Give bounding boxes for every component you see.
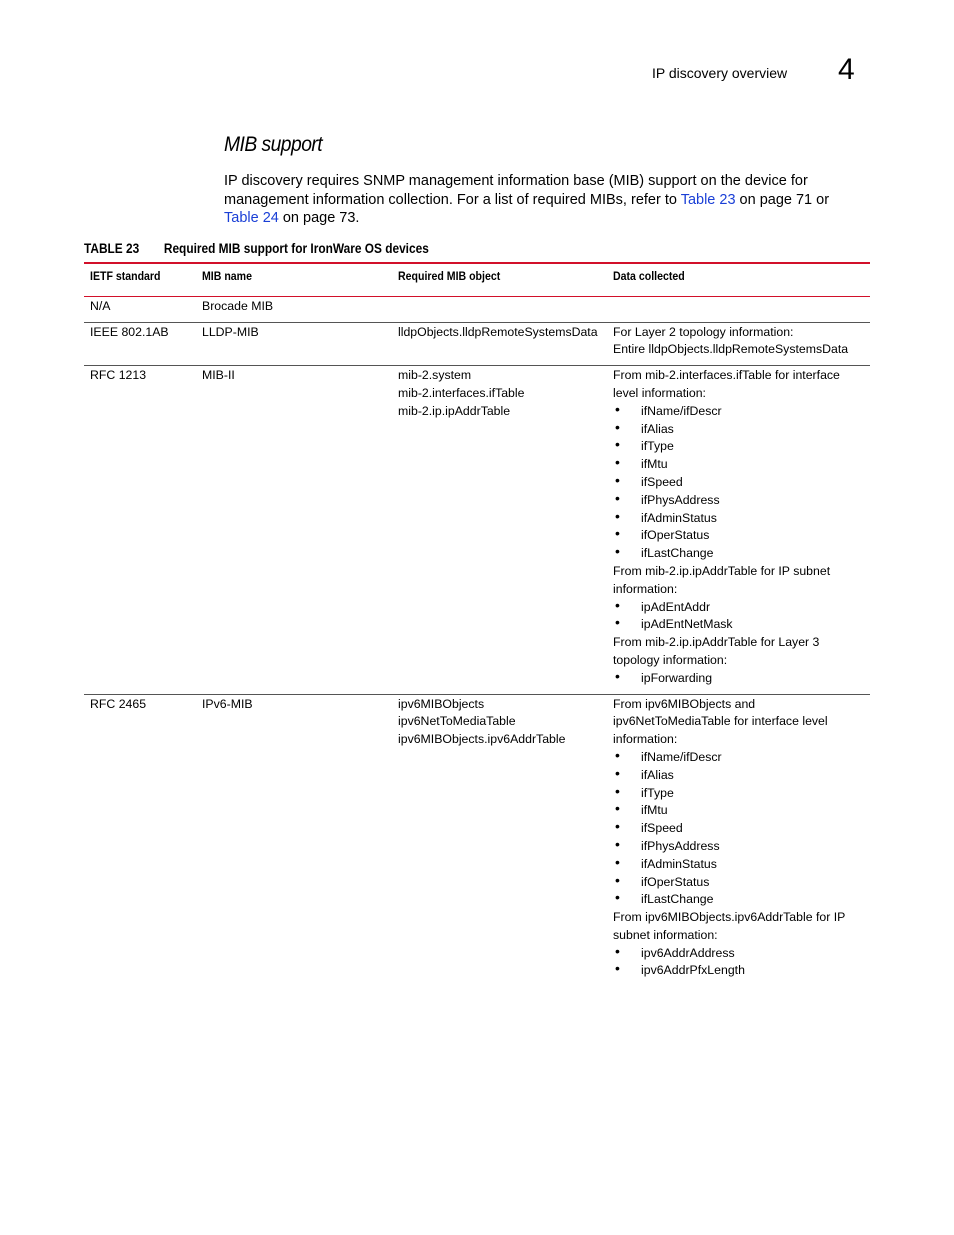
data-field-name: ifAdminStatus	[641, 856, 717, 871]
mib-name-cell: Brocade MIB	[202, 298, 274, 313]
mib-object: mib-2.interfaces.ifTable	[398, 385, 525, 400]
bullet-icon: •	[615, 960, 620, 977]
ietf-standard-cell: IEEE 802.1AB	[90, 324, 169, 339]
bullet-icon: •	[615, 507, 620, 524]
required-mib-object-cell	[392, 322, 607, 366]
mib-name-cell: IPv6-MIB	[202, 696, 253, 711]
data-field-list	[613, 746, 864, 909]
table-header-row	[84, 263, 870, 296]
table-row	[84, 296, 870, 322]
mib-object: ipv6MIBObjects	[398, 696, 485, 711]
mib-name-cell: LLDP-MIB	[202, 324, 259, 339]
bullet-icon: •	[615, 889, 620, 906]
mib-object: lldpObjects.lldpRemoteSystemsData	[398, 324, 598, 339]
table-row	[84, 694, 870, 986]
list-item	[613, 962, 864, 980]
data-description: From ipv6MIBObjects.ipv6AddrTable for IP subnet information:	[613, 910, 846, 942]
ietf-standard-cell: RFC 2465	[90, 696, 147, 711]
intro-text-2: on page 71 or	[735, 191, 830, 208]
data-field-name: ifPhysAddress	[641, 492, 720, 507]
bullet-icon: •	[615, 471, 620, 488]
column-header-data-collected: Data collected	[613, 269, 685, 283]
list-item	[613, 746, 864, 767]
data-description: From mib-2.ip.ipAddrTable for IP subnet information:	[613, 563, 831, 596]
data-field-name: ifSpeed	[641, 474, 683, 489]
list-item	[613, 418, 864, 439]
data-field-name: ifMtu	[641, 457, 668, 472]
list-item	[613, 853, 864, 874]
data-description: From mib-2.interfaces.ifTable for interface level information:	[613, 368, 840, 400]
list-item	[613, 545, 864, 563]
bullet-icon: •	[615, 614, 620, 631]
bullet-icon: •	[615, 871, 620, 888]
data-description: From ipv6MIBObjects and ipv6NetToMediaTable for interface level information:	[613, 696, 828, 747]
data-field-name: ifMtu	[641, 803, 668, 818]
ietf-standard-cell: RFC 1213	[90, 368, 147, 383]
bullet-icon: •	[615, 764, 620, 781]
mib-object: ipv6MIBObjects.ipv6AddrTable	[398, 732, 566, 747]
data-field-name: ifOperStatus	[641, 528, 710, 543]
table-caption-title: Required MIB support for IronWare OS devices	[163, 241, 429, 256]
data-field-name: ipForwarding	[641, 670, 713, 685]
bullet-icon: •	[615, 454, 620, 471]
list-item	[613, 596, 864, 617]
data-field-name: ifPhysAddress	[641, 838, 720, 853]
list-item	[613, 871, 864, 892]
bullet-icon: •	[615, 596, 620, 613]
list-item	[613, 471, 864, 492]
data-field-name: ifType	[641, 785, 674, 800]
data-field-name: ifAlias	[641, 421, 674, 436]
bullet-icon: •	[615, 436, 620, 453]
list-item	[613, 616, 864, 634]
data-field-name: ifLastChange	[641, 892, 714, 907]
chapter-number: 4	[838, 53, 855, 86]
data-description: Entire lldpObjects.lldpRemoteSystemsData	[613, 342, 849, 357]
bullet-icon: •	[615, 543, 620, 560]
list-item	[613, 782, 864, 803]
table-caption	[84, 241, 429, 256]
mib-support-table	[84, 262, 870, 986]
bullet-icon: •	[615, 418, 620, 435]
data-field-name: ifType	[641, 439, 674, 454]
bullet-icon: •	[615, 782, 620, 799]
data-field-name: ipv6AddrPfxLength	[641, 963, 745, 978]
bullet-icon: •	[615, 835, 620, 852]
list-item	[613, 820, 864, 838]
mib-object: ipv6NetToMediaTable	[398, 714, 516, 729]
bullet-icon: •	[615, 942, 620, 959]
ietf-standard-cell: N/A	[90, 298, 111, 313]
intro-text-1: IP discovery requires SNMP management information base (MIB) support on the device for management information collection. For a list of required MIBs, refer to	[224, 173, 808, 208]
mib-name-cell: MIB-II	[202, 368, 235, 383]
data-field-list	[613, 667, 864, 688]
table-caption-label: TABLE 23	[84, 241, 140, 256]
data-field-name: ifAdminStatus	[641, 510, 717, 525]
bullet-icon: •	[615, 489, 620, 506]
table-row	[84, 322, 870, 366]
list-item	[613, 802, 864, 820]
list-item	[613, 507, 864, 528]
intro-paragraph	[224, 172, 864, 228]
intro-text-3: on page 73.	[278, 210, 360, 226]
bullet-icon: •	[615, 818, 620, 835]
mib-object: mib-2.ip.ipAddrTable	[398, 403, 511, 418]
bullet-icon: •	[615, 800, 620, 817]
data-field-name: ipAdEntNetMask	[641, 617, 733, 632]
chapter-title: IP discovery overview	[652, 65, 788, 81]
data-field-list	[613, 942, 864, 981]
bullet-icon: •	[615, 667, 620, 684]
list-item	[613, 438, 864, 456]
bullet-icon: •	[615, 746, 620, 763]
data-field-name: ifLastChange	[641, 546, 714, 561]
list-item	[613, 764, 864, 785]
data-collected-cell	[607, 296, 870, 322]
list-item	[613, 527, 864, 545]
bullet-icon: •	[615, 525, 620, 542]
column-header-ietf-standard: IETF standard	[90, 269, 161, 283]
required-mib-object-cell	[392, 366, 607, 694]
data-description: For Layer 2 topology information:	[613, 324, 794, 339]
list-item	[613, 891, 864, 909]
mib-object: mib-2.system	[398, 368, 472, 383]
data-field-name: ifName/ifDescr	[641, 749, 722, 764]
data-field-name: ifName/ifDescr	[641, 403, 722, 418]
data-field-name: ipAdEntAddr	[641, 599, 711, 614]
section-title: MIB support	[224, 133, 323, 156]
table-24-link[interactable]: Table 24	[224, 210, 279, 226]
data-field-list	[613, 596, 864, 635]
data-collected-cell	[607, 694, 870, 986]
column-header-mib-name: MIB name	[202, 269, 252, 283]
data-field-name: ifOperStatus	[641, 874, 710, 889]
bullet-icon: •	[615, 400, 620, 417]
table-23-link[interactable]: Table 23	[680, 191, 736, 208]
required-mib-object-cell	[392, 694, 607, 986]
list-item	[613, 456, 864, 474]
table-row	[84, 366, 870, 694]
list-item	[613, 489, 864, 510]
list-item	[613, 667, 864, 688]
data-field-name: ifAlias	[641, 767, 674, 782]
required-mib-object-cell	[392, 296, 607, 322]
data-description: From mib-2.ip.ipAddrTable for Layer 3 topology information:	[613, 635, 820, 667]
data-collected-cell	[607, 366, 870, 694]
data-field-list	[613, 400, 864, 563]
data-collected-cell	[607, 322, 870, 366]
data-field-name: ifSpeed	[641, 821, 683, 836]
column-header-required-mib-object: Required MIB object	[398, 269, 501, 283]
list-item	[613, 400, 864, 421]
bullet-icon: •	[615, 853, 620, 870]
list-item	[613, 835, 864, 856]
list-item	[613, 942, 864, 963]
data-field-name: ipv6AddrAddress	[641, 945, 735, 960]
